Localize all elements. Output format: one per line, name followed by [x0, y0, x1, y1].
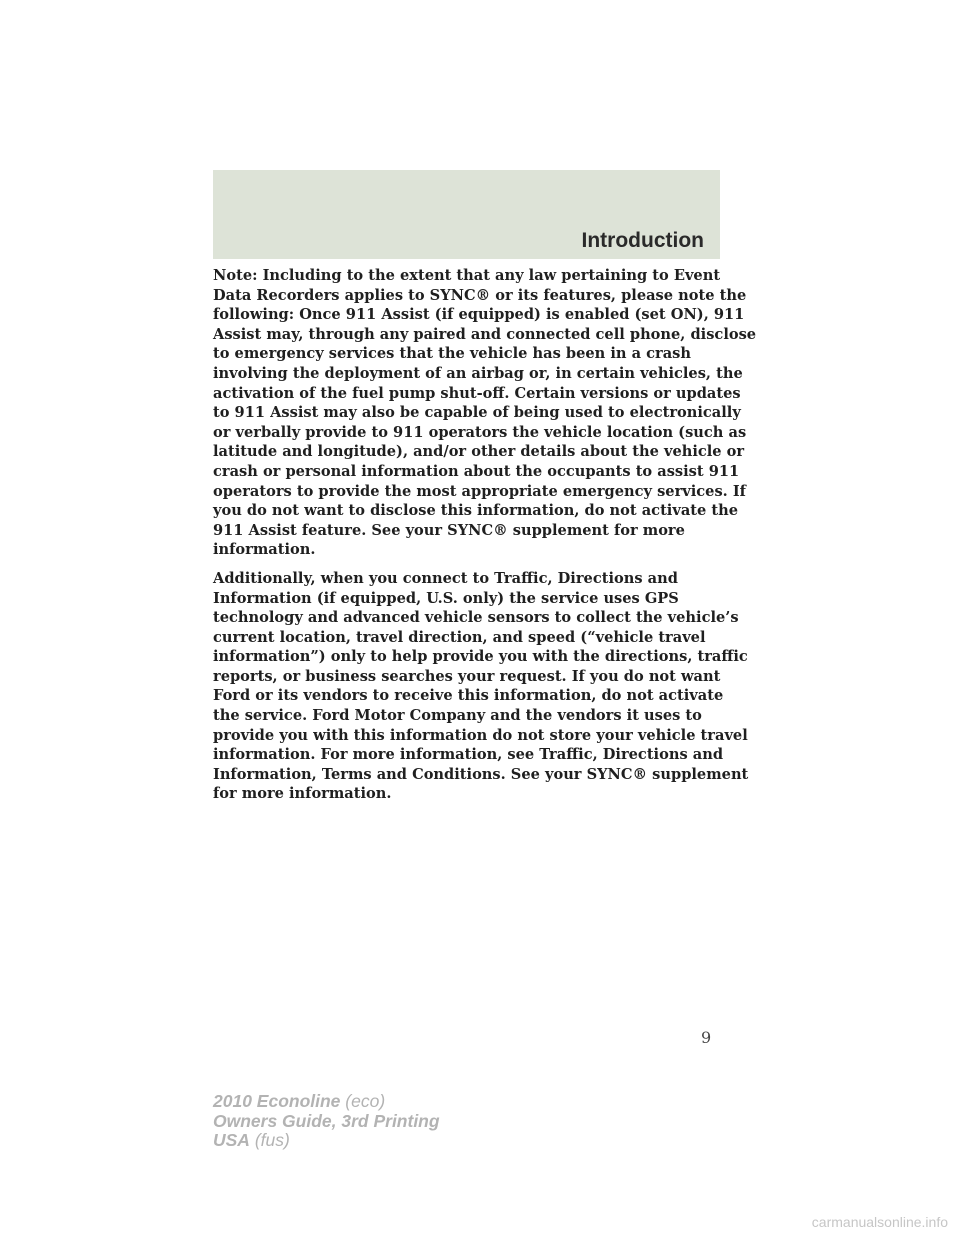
- text-line: operators to provide the most appropriate emergency services. If: [213, 482, 746, 500]
- footer-market-line: [213, 1131, 440, 1151]
- section-title: Introduction: [581, 229, 704, 252]
- text-line: reports, or business searches your request. If you do not want: [213, 667, 721, 685]
- paragraph-traffic-directions: [213, 569, 749, 804]
- text-line: Assist may, through any paired and connected cell phone, disclose: [213, 325, 757, 343]
- watermark: carmanualsonline.info: [811, 1214, 948, 1230]
- footer-market-code: (fus): [254, 1130, 290, 1150]
- document-footer: [213, 1092, 440, 1151]
- text-line: latitude and longitude), and/or other details about the vehicle or: [213, 443, 745, 461]
- text-line: Information, Terms and Conditions. See your SYNC® supplement: [213, 765, 749, 783]
- footer-guide-line: [213, 1112, 440, 1132]
- text-line: to emergency services that the vehicle has been in a crash: [213, 345, 692, 363]
- text-line: activation of the fuel pump shut-off. Certain versions or updates: [213, 384, 741, 402]
- text-line: information”) only to help provide you with the directions, traffic: [213, 648, 748, 666]
- footer-model-line: [213, 1092, 440, 1112]
- text-line: Information (if equipped, U.S. only) the service uses GPS: [213, 589, 679, 607]
- text-line: you do not want to disclose this information, do not activate the: [213, 502, 739, 520]
- paragraph-911-assist: [213, 266, 757, 560]
- footer-model-code: (eco): [345, 1091, 386, 1111]
- text-line: Ford or its vendors to receive this information, do not activate: [213, 687, 724, 705]
- body-text: [213, 266, 757, 813]
- text-line: for more information.: [213, 785, 392, 803]
- text-line: current location, travel direction, and speed (“vehicle travel: [213, 628, 706, 646]
- text-line: Data Recorders applies to SYNC® or its features, please note the: [213, 286, 747, 304]
- text-line: provide you with this information do not store your vehicle travel: [213, 726, 748, 744]
- footer-model: 2010 Econoline: [213, 1091, 341, 1111]
- text-line: Note: Including to the extent that any law pertaining to Event: [213, 267, 721, 284]
- page-number: 9: [701, 1028, 712, 1047]
- text-line: the service. Ford Motor Company and the vendors it uses to: [213, 707, 702, 725]
- text-line: to 911 Assist may also be capable of being used to electronically: [213, 404, 741, 422]
- text-line: crash or personal information about the occupants to assist 911: [213, 462, 740, 480]
- text-line: following: Once 911 Assist (if equipped) is enabled (set ON), 911: [213, 306, 745, 324]
- text-line: 911 Assist feature. See your SYNC® supplement for more: [213, 521, 685, 539]
- text-line: technology and advanced vehicle sensors to collect the vehicle’s: [213, 609, 739, 627]
- text-line: information. For more information, see Traffic, Directions and: [213, 746, 724, 764]
- footer-guide: Owners Guide, 3rd Printing: [213, 1110, 440, 1131]
- text-line: Additionally, when you connect to Traffic, Directions and: [213, 569, 678, 587]
- text-line: involving the deployment of an airbag or, in certain vehicles, the: [213, 364, 743, 382]
- section-header-bar: [213, 170, 720, 259]
- text-line: or verbally provide to 911 operators the vehicle location (such as: [213, 423, 747, 441]
- text-line: information.: [213, 541, 316, 559]
- footer-market: USA: [213, 1130, 250, 1150]
